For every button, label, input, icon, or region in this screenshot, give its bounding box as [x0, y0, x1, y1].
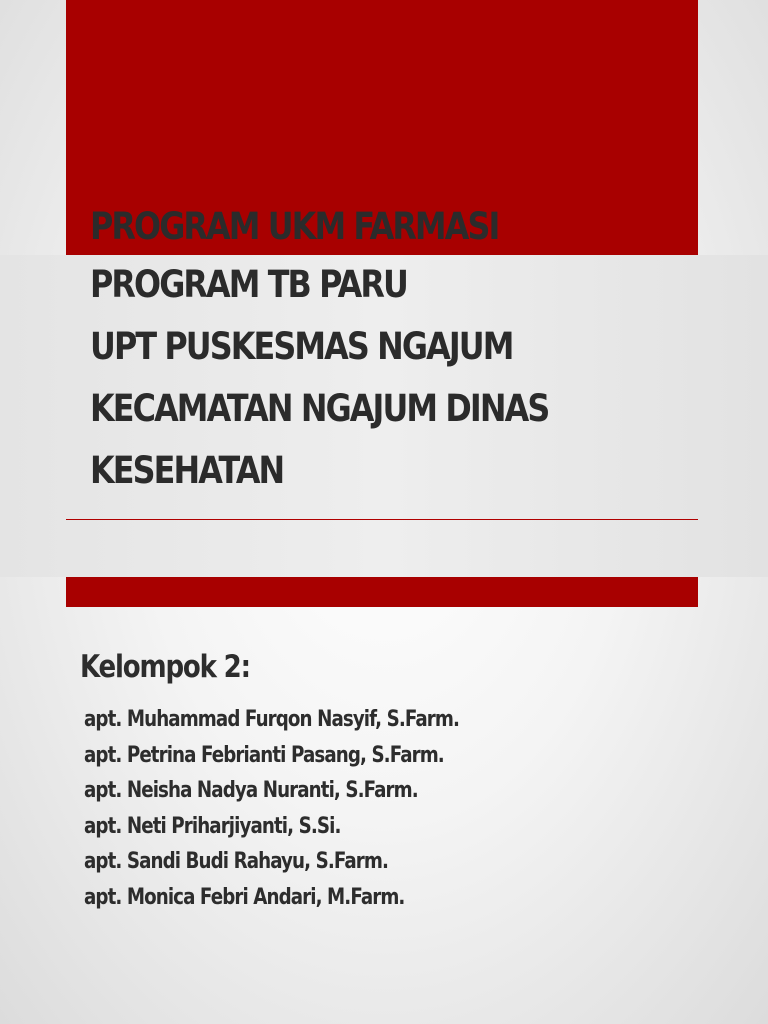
footer-red-band	[66, 577, 698, 607]
title-line: KESEHATAN	[90, 449, 284, 492]
title-line: UPT PUSKESMAS NGAJUM	[90, 325, 513, 368]
member-item: apt. Neti Priharjiyanti, S.Si.	[84, 813, 341, 839]
title-line: KECAMATAN NGAJUM DINAS	[90, 387, 549, 430]
member-list	[84, 702, 536, 915]
member-item: apt. Muhammad Furqon Nasyif, S.Farm.	[84, 707, 460, 732]
group-label: Kelompok 2:	[80, 649, 250, 685]
member-item: apt. Neisha Nadya Nuranti, S.Farm.	[84, 778, 418, 803]
member-item: apt. Monica Febri Andari, M.Farm.	[84, 884, 405, 910]
title-line: PROGRAM UKM FARMASI	[90, 205, 499, 248]
member-item: apt. Sandi Budi Rahayu, S.Farm.	[84, 849, 389, 874]
slide-title	[90, 196, 690, 502]
member-item: apt. Petrina Febrianti Pasang, S.Farm.	[84, 742, 444, 768]
title-divider-line	[66, 519, 698, 520]
title-line: PROGRAM TB PARU	[90, 263, 407, 306]
